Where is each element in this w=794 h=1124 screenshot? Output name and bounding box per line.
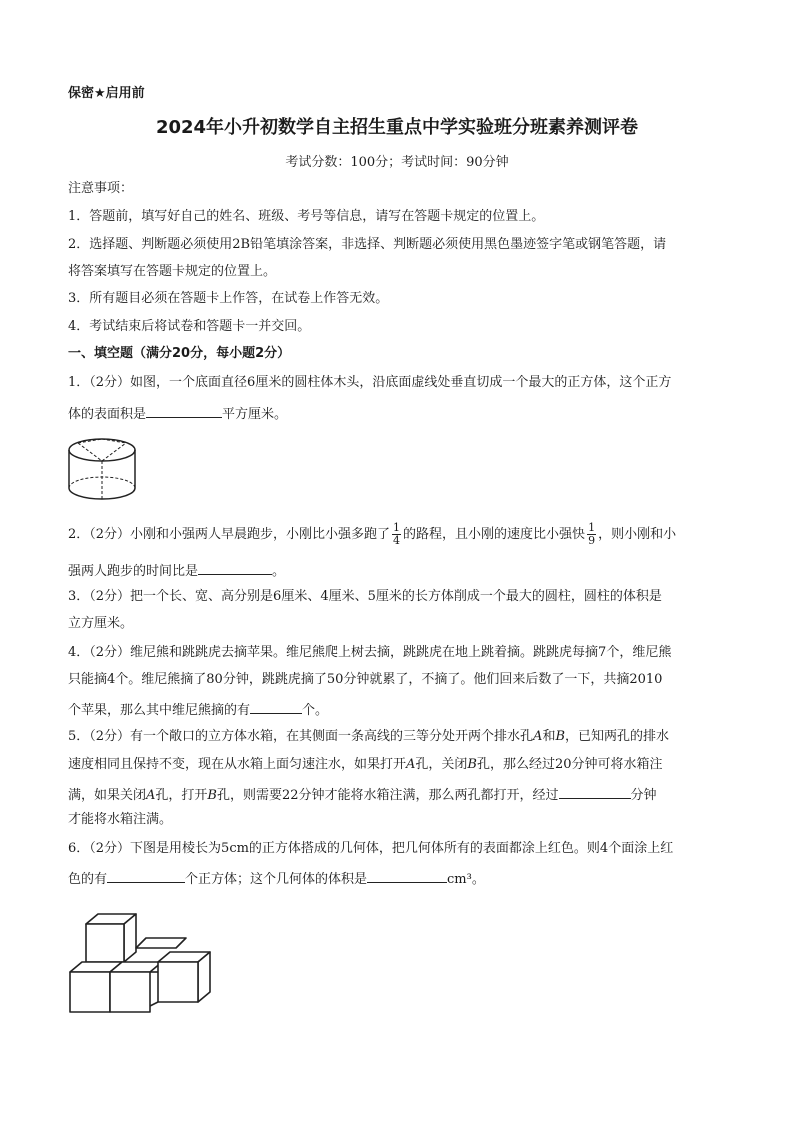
answer-blank-4[interactable] <box>250 699 302 714</box>
hole-a-label: A <box>406 757 416 772</box>
question-1-line-1: 1．（2分）如图，一个底面直径6厘米的圆柱体木头，沿底面虚线处垂直切成一个最大的正方体，这个正方 <box>68 375 672 390</box>
notice-item-2: 2．选择题、判断题必须使用2B铅笔填涂答案，非选择、判断题必须使用黑色墨迹签字笔或钢笔答题，请 <box>68 237 667 252</box>
fraction-one-quarter <box>392 522 401 547</box>
hole-b-label: B <box>555 729 566 744</box>
answer-blank-6a[interactable] <box>107 868 185 883</box>
question-6-line-2 <box>68 868 485 889</box>
question-3-line-2: 立方厘米。 <box>68 616 134 631</box>
hole-a-label: A <box>146 788 156 803</box>
question-5-line-1 <box>68 728 669 746</box>
hole-a-label: A <box>533 729 543 744</box>
question-5-text-f: 满，如果关闭 <box>68 788 147 803</box>
question-5-text-d: 孔，关闭 <box>415 757 468 772</box>
question-2-line-2 <box>68 560 285 581</box>
question-2-text-c: ，则小刚和小 <box>598 527 677 542</box>
question-5-text-i: 分钟 <box>630 788 657 803</box>
question-2-text-b: 的路程，且小刚的速度比小强快 <box>403 527 586 542</box>
question-6-line-1: 6．（2分）下图是用棱长为5cm的正方体搭成的几何体，把几何体所有的表面都涂上红色。则4个面涂上红 <box>68 841 674 856</box>
question-1-line-2 <box>68 403 287 424</box>
question-1-text-b: 平方厘米。 <box>222 407 288 422</box>
question-3-line-1: 3．（2分）把一个长、宽、高分别是6厘米、4厘米、5厘米的长方体削成一个最大的圆柱，圆柱的体积是 <box>68 589 662 604</box>
question-6-text-c: 。 <box>471 872 485 887</box>
question-5-line-2 <box>68 756 663 774</box>
question-1-text-a: 体的表面积是 <box>68 407 147 422</box>
question-5-line-3 <box>68 784 657 805</box>
stacked-cubes-figure <box>66 906 218 1018</box>
answer-blank-6b[interactable] <box>367 868 447 883</box>
question-5-text-g: 孔，打开 <box>155 788 208 803</box>
question-5-text-a: 5．（2分）有一个敞口的立方体水箱，在其侧面一条高线的三等分处开两个排水孔 <box>68 729 534 744</box>
question-2-text-d: 强两人跑步的时间比是 <box>68 564 199 579</box>
question-4-line-1: 4．（2分）维尼熊和跳跳虎去摘苹果。维尼熊爬上树去摘，跳跳虎在地上跳着摘。跳跳虎每摘7个，维尼熊 <box>68 645 672 660</box>
answer-blank-5[interactable] <box>559 784 631 799</box>
section-heading: 一、填空题（满分20分，每小题2分） <box>68 346 291 361</box>
fraction-one-ninth <box>587 522 596 547</box>
hole-b-label: B <box>207 788 217 803</box>
question-6-text-b: 个正方体；这个几何体的体积是 <box>185 872 368 887</box>
question-2-text-a: 2．（2分）小刚和小强两人早晨跑步，小刚比小强多跑了 <box>68 527 391 542</box>
question-5-line-4: 才能将水箱注满。 <box>68 812 173 827</box>
answer-blank-1[interactable] <box>146 403 222 418</box>
hole-b-label: B <box>467 757 477 772</box>
notice-item-4: 4．考试结束后将试卷和答题卡一并交回。 <box>68 319 311 334</box>
cylinder-figure <box>64 432 144 504</box>
answer-blank-2[interactable] <box>198 560 272 575</box>
question-5-and: 和 <box>542 729 556 744</box>
exam-subtitle: 考试分数：100分；考试时间：90分钟 <box>285 155 509 170</box>
fraction-1-numerator: 1 <box>393 521 401 534</box>
notice-item-1: 1．答题前，填写好自己的姓名、班级、考号等信息，请写在答题卡规定的位置上。 <box>68 209 545 224</box>
question-5-text-c: 速度相同且保持不变，现在从水箱上面匀速注水，如果打开 <box>68 757 407 772</box>
question-6-text-a: 色的有 <box>68 872 108 887</box>
question-4-text-b: 个。 <box>302 703 329 718</box>
notice-heading: 注意事项： <box>68 181 134 196</box>
question-4-text-a: 个苹果，那么其中维尼熊摘的有 <box>68 703 251 718</box>
confidential-label: 保密★启用前 <box>68 86 145 101</box>
question-5-text-e: 孔，那么经过20分钟可将水箱注 <box>476 757 663 772</box>
fraction-2-denominator: 9 <box>588 534 596 547</box>
fraction-1-denominator: 4 <box>393 534 401 547</box>
question-5-text-h: 孔，则需要22分钟才能将水箱注满，那么两孔都打开，经过 <box>216 788 559 803</box>
question-4-line-2: 只能摘4个。维尼熊摘了80分钟，跳跳虎摘了50分钟就累了，不摘了。他们回来后数了一下，共摘2010 <box>68 672 663 687</box>
notice-item-2-cont: 将答案填写在答题卡规定的位置上。 <box>68 264 277 279</box>
exam-title: 2024年小升初数学自主招生重点中学实验班分班素养测评卷 <box>155 117 639 138</box>
question-2-text-e: 。 <box>272 564 286 579</box>
notice-item-3: 3．所有题目必须在答题卡上作答，在试卷上作答无效。 <box>68 291 389 306</box>
question-5-text-b: ，已知两孔的排水 <box>565 729 670 744</box>
volume-unit: cm³ <box>447 872 472 887</box>
fraction-2-numerator: 1 <box>588 521 596 534</box>
question-4-line-3 <box>68 699 328 720</box>
question-2-line-1 <box>68 522 676 547</box>
